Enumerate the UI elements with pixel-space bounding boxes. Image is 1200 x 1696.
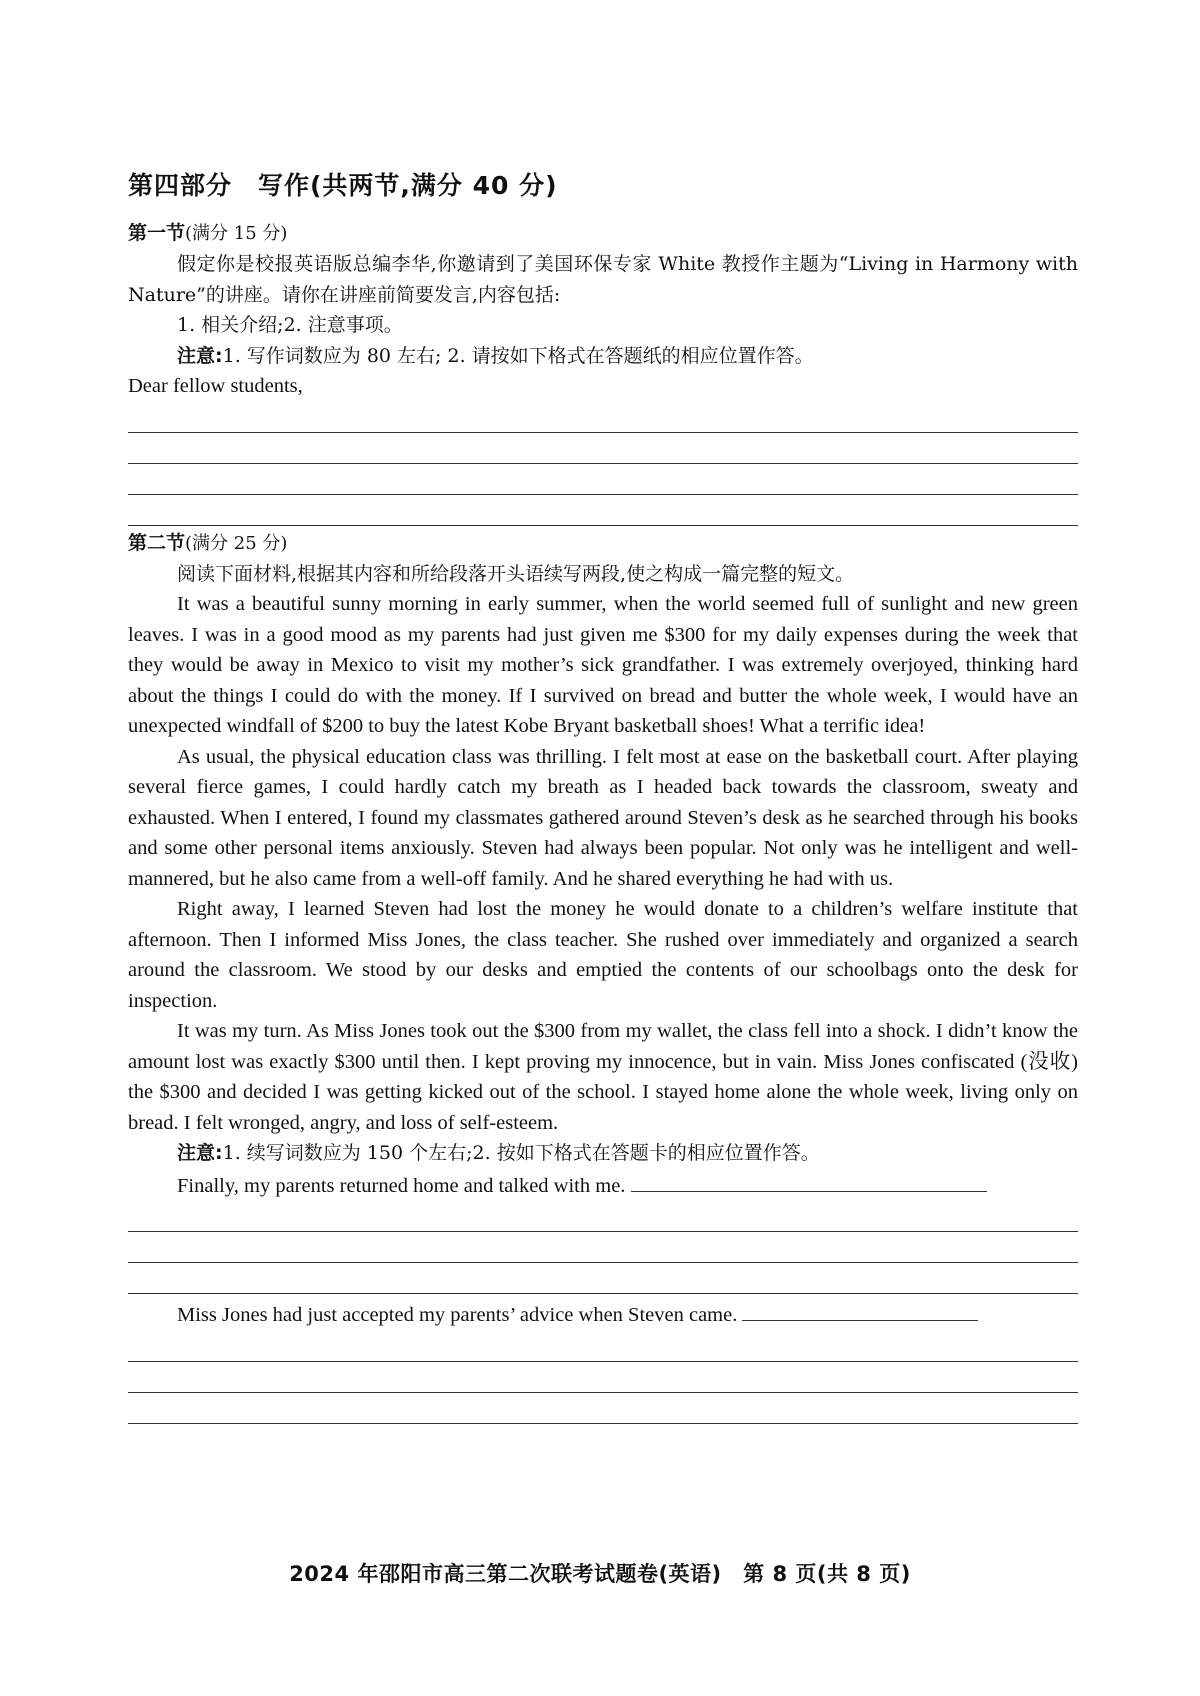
section-1-prompt: 假定你是校报英语版总编李华,你邀请到了美国环保专家 White 教授作主题为“Living in Harmony with Nature”的讲座。请你在讲座前简要发言,内容包括: xyxy=(128,253,1078,306)
story-paragraph: It was my turn. As Miss Jones took out the $300 from my wallet, the class fell into a shock. I didn’t know the amount lost was exactly $300 until then. I kept proving my innocence, but in vain. Miss Jones confiscated (没收) the $300 and decided I was getting kicked out of the school. I stayed home alone the whole week, living only on bread. I felt wronged, angry, and loss of self-esteem. xyxy=(128,1020,1078,1134)
opening-1-text: Finally, my parents returned home and talked with me. xyxy=(177,1174,626,1197)
section-1-note xyxy=(128,341,1078,372)
answer-line[interactable] xyxy=(128,1201,1078,1232)
page-footer: 2024 年邵阳市高三第二次联考试题卷(英语) 第 8 页(共 8 页) xyxy=(289,1562,911,1586)
answer-line[interactable] xyxy=(128,495,1078,526)
answer-line[interactable] xyxy=(128,1263,1078,1294)
section-1-items: 1. 相关介绍;2. 注意事项。 xyxy=(177,314,403,336)
answer-line[interactable] xyxy=(128,433,1078,464)
answer-line[interactable] xyxy=(128,1362,1078,1393)
part-title: 第四部分 写作(共两节,满分 40 分) xyxy=(128,171,558,200)
continuation-answer-area-1[interactable] xyxy=(128,1201,1078,1294)
section-2-note-label: 注意: xyxy=(177,1142,223,1164)
section-2-note-text: 1. 续写词数应为 150 个左右;2. 按如下格式在答题卡的相应位置作答。 xyxy=(222,1142,820,1164)
section-1 xyxy=(128,218,1078,526)
continuation-opening-1 xyxy=(128,1169,1078,1202)
section-2-score: (满分 25 分) xyxy=(185,532,288,554)
section-2-heading: 第二节 xyxy=(128,531,186,554)
continuation-answer-area-2[interactable] xyxy=(128,1331,1078,1424)
story-paragraph: It was a beautiful sunny morning in early summer, when the world seemed full of sunlight and new green leaves. I was in a good mood as my parents had just given me $300 for my daily expenses during the week that they would be away in Mexico to visit my mother’s sick grandfather. I was extremely overjoyed, thinking hard about the things I could do with the money. If I survived on bread and butter the whole week, I would have an unexpected windfall of $200 to buy the latest Kobe Bryant basketball shoes! What a terrific idea! xyxy=(128,593,1078,737)
salutation: Dear fellow students, xyxy=(128,375,303,397)
section-1-heading: 第一节 xyxy=(128,222,186,244)
section-1-note-label: 注意: xyxy=(177,344,223,367)
continuation-opening-2 xyxy=(128,1298,1078,1331)
answer-line[interactable] xyxy=(128,1331,1078,1362)
opening-1-blank[interactable] xyxy=(631,1169,987,1192)
section-2-note xyxy=(128,1138,1078,1169)
story-paragraph: As usual, the physical education class was thrilling. I felt most at ease on the basketball court. After playing several fierce games, I could hardly catch my breath as I headed back towards the classroom, sweaty and exhausted. When I entered, I found my classmates gathered around Steven’s desk as he searched through his books and some other personal items anxiously. Steven had always been popular. Not only was he intelligent and well-mannered, but he also came from a well-off family. And he shared everything he had with us. xyxy=(128,745,1078,890)
opening-2-text: Miss Jones had just accepted my parents’ advice when Steven came. xyxy=(177,1304,738,1326)
section-2-title xyxy=(128,528,1078,559)
section-1-answer-area[interactable] xyxy=(128,402,1078,526)
answer-line[interactable] xyxy=(128,1232,1078,1263)
answer-line[interactable] xyxy=(128,464,1078,495)
section-2-instruction: 阅读下面材料,根据其内容和所给段落开头语续写两段,使之构成一篇完整的短文。 xyxy=(177,562,855,585)
answer-line[interactable] xyxy=(128,402,1078,433)
section-1-title xyxy=(128,218,1078,249)
opening-2-blank[interactable] xyxy=(742,1298,978,1321)
section-1-score: (满分 15 分) xyxy=(185,223,288,244)
story-paragraph: Right away, I learned Steven had lost the money he would donate to a children’s welfare institute that afternoon. Then I informed Miss Jones, the class teacher. She rushed over immediately and organized a search around the classroom. We stood by our desks and emptied the contents of our schoolbags onto the desk for inspection. xyxy=(128,898,1078,1012)
section-2 xyxy=(128,528,1078,1424)
page-content xyxy=(128,168,1078,1424)
section-1-note-text: 1. 写作词数应为 80 左右; 2. 请按如下格式在答题纸的相应位置作答。 xyxy=(222,344,814,367)
answer-line[interactable] xyxy=(128,1393,1078,1424)
